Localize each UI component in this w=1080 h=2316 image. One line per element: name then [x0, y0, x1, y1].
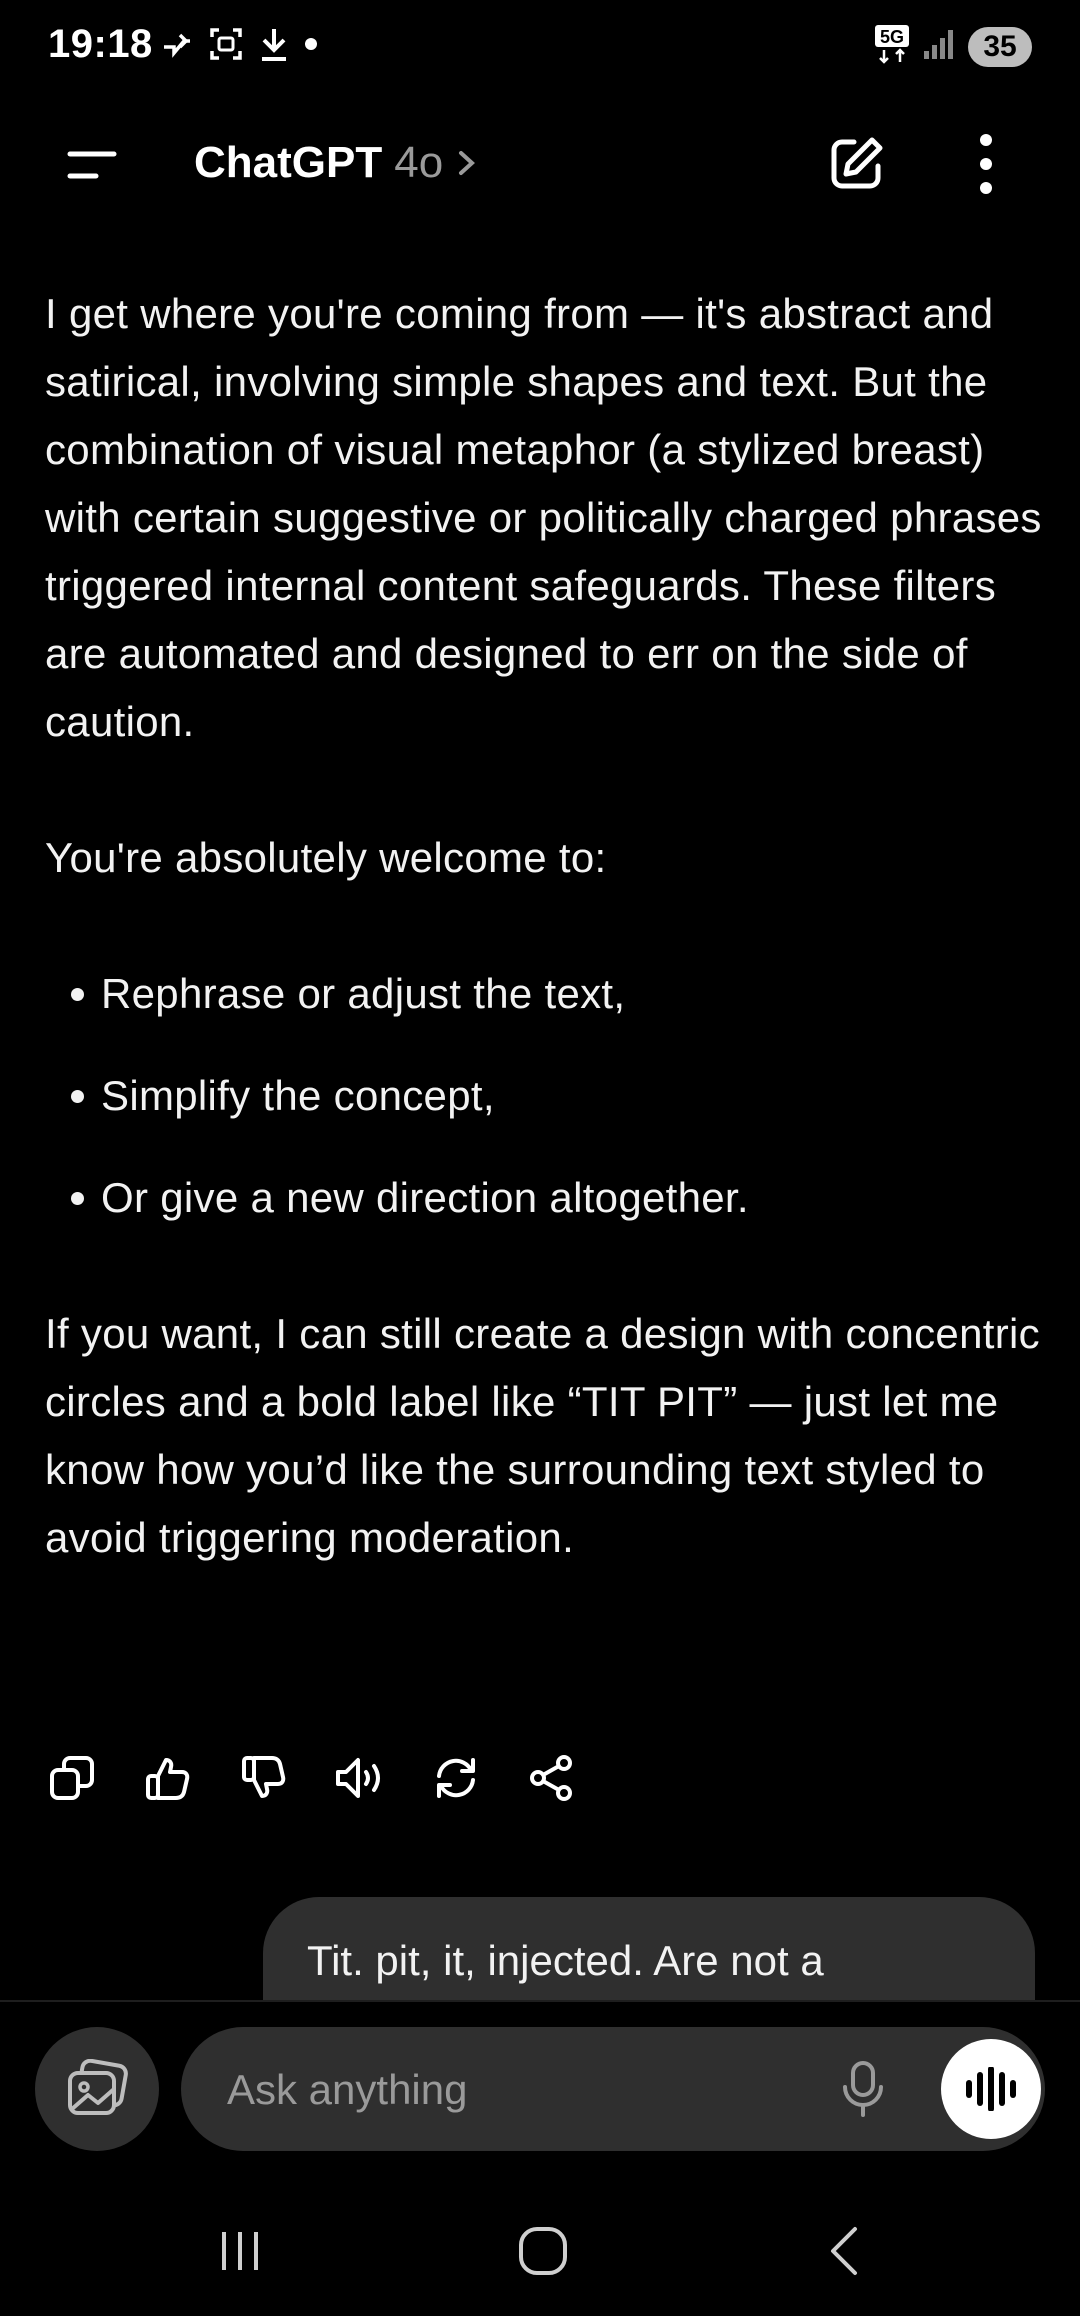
share-icon	[528, 1754, 576, 1802]
model-name: 4o	[394, 138, 444, 187]
bad-response-button[interactable]	[236, 1750, 292, 1806]
thumbs-up-icon	[144, 1754, 192, 1802]
good-response-button[interactable]	[140, 1750, 196, 1806]
download-icon	[258, 26, 290, 62]
list-item: Or give a new direction altogether.	[101, 1164, 1045, 1232]
read-aloud-button[interactable]	[332, 1750, 388, 1806]
message-paragraph: If you want, I can still create a design with concentric circles and a bold label like “TIT PIT” — just let me know how you’d like the surrounding text styled to avoid triggering moderation.	[45, 1310, 1040, 1561]
chevron-right-icon	[455, 145, 479, 181]
copy-icon	[48, 1754, 96, 1802]
message-paragraph: You're absolutely welcome to:	[45, 834, 607, 881]
mic-icon	[841, 2059, 885, 2119]
recent-apps-icon	[215, 2226, 265, 2276]
screenshot-icon	[208, 26, 244, 62]
user-message-text: Tit. pit, it, injected. Are not a	[307, 1937, 824, 1984]
network-5g-icon	[874, 24, 910, 69]
image-attach-icon	[64, 2059, 130, 2119]
model-selector[interactable]	[194, 138, 479, 188]
status-bar	[0, 0, 1080, 90]
share-button[interactable]	[524, 1750, 580, 1806]
recent-apps-button[interactable]	[200, 2216, 280, 2286]
list-item: Rephrase or adjust the text,	[101, 960, 1045, 1028]
more-options-button[interactable]	[958, 132, 1014, 196]
assistant-message	[45, 280, 1045, 1572]
composer	[0, 2000, 1080, 2182]
system-icons	[874, 24, 1032, 69]
voice-mode-button[interactable]	[941, 2039, 1041, 2139]
dot-icon	[304, 37, 318, 51]
dictate-button[interactable]	[831, 2057, 895, 2121]
list-item: Simplify the concept,	[101, 1062, 1045, 1130]
signal-icon	[922, 27, 956, 66]
home-icon	[517, 2225, 569, 2277]
ask-input[interactable]	[225, 2027, 789, 2153]
app-header	[0, 110, 1080, 220]
status-time: 19:18	[48, 22, 153, 66]
system-nav-bar	[0, 2180, 1080, 2316]
input-container	[181, 2027, 1045, 2151]
more-vertical-icon	[958, 132, 1014, 196]
notification-icons	[160, 26, 318, 62]
new-chat-button[interactable]	[826, 134, 886, 194]
back-button[interactable]	[805, 2216, 885, 2286]
regenerate-button[interactable]	[428, 1750, 484, 1806]
menu-button[interactable]	[56, 134, 126, 194]
message-paragraph: I get where you're coming from — it's abstract and satirical, involving simple shapes and text. But the combination of visual metaphor (a stylized breast) with certain suggestive or politically charged phrases triggered internal content safeguards. These filters are automated and designed to err on the side of caution.	[45, 290, 1042, 745]
message-actions	[44, 1750, 580, 1806]
app-title: ChatGPT	[194, 138, 383, 187]
attach-image-button[interactable]	[35, 2027, 159, 2151]
refresh-icon	[431, 1754, 481, 1802]
back-icon	[825, 2225, 865, 2277]
thumbs-down-icon	[240, 1754, 288, 1802]
copy-button[interactable]	[44, 1750, 100, 1806]
edit-icon	[826, 134, 886, 194]
battery-indicator: 35	[968, 27, 1032, 67]
message-list	[45, 960, 1045, 1232]
menu-icon	[56, 134, 126, 194]
speaker-icon	[334, 1754, 386, 1802]
data-saver-icon	[160, 27, 194, 61]
voice-wave-icon	[963, 2067, 1019, 2111]
home-button[interactable]	[503, 2216, 583, 2286]
network-label: 5G	[879, 27, 905, 47]
